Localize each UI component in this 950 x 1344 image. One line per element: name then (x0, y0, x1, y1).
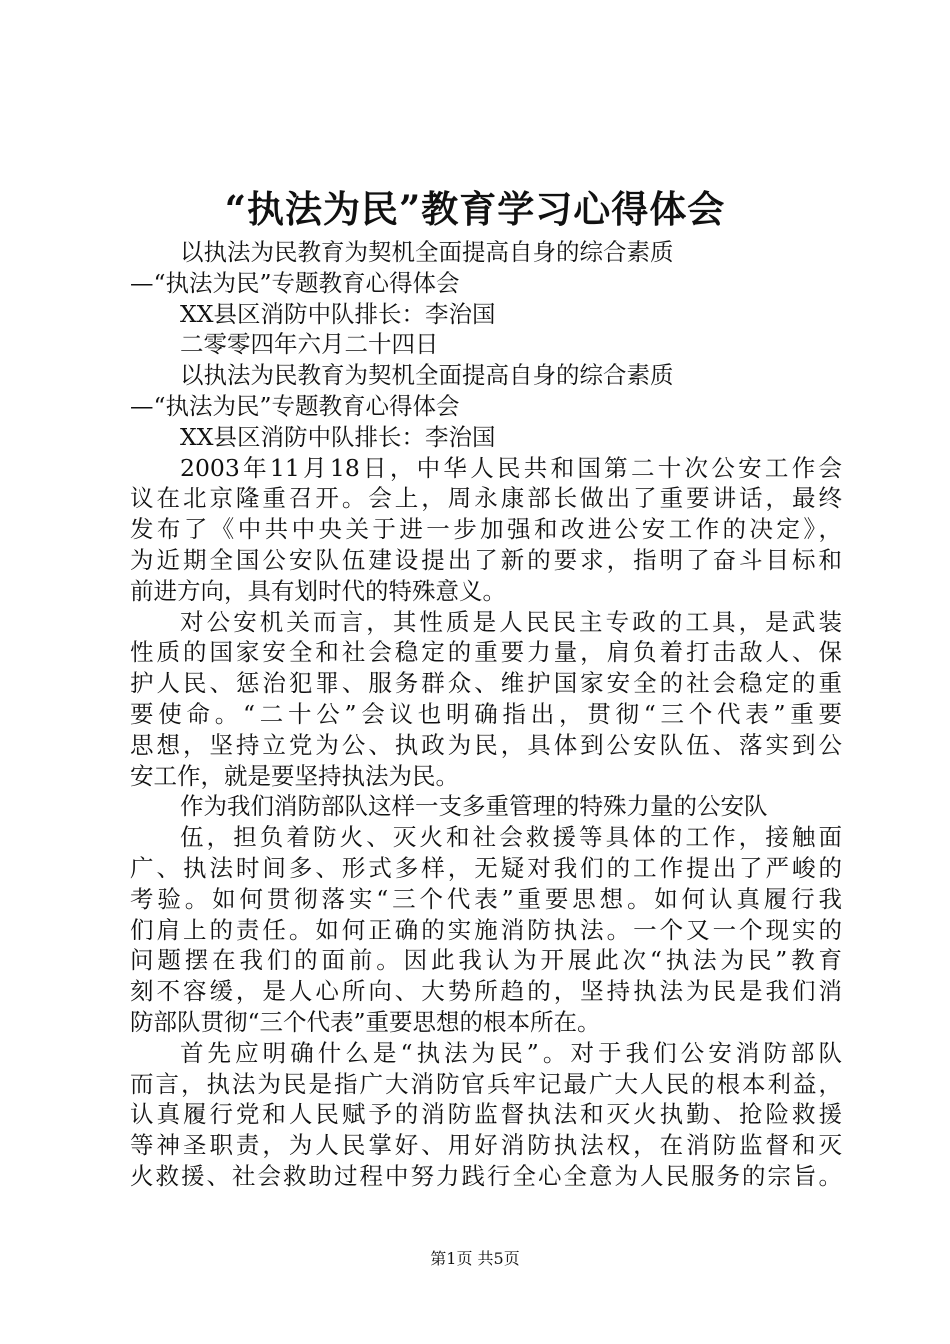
subtitle-line: —“执法为民”专题教育心得体会 (130, 391, 460, 420)
document-title: “执法为民”教育学习心得体会 (224, 187, 726, 231)
paragraph-line: 认真履行党和人民赋予的消防监督执法和灭火执勤、抢险救援 (130, 1100, 842, 1129)
paragraph-line: 防部队贯彻“三个代表”重要思想的根本所在。 (130, 1007, 601, 1036)
paragraph-line: 对公安机关而言，其性质是人民民主专政的工具，是武装 (180, 607, 842, 636)
paragraph-line: 问题摆在我们的面前。因此我认为开展此次“执法为民”教育 (130, 946, 842, 975)
paragraph-line: 刻不容缓，是人心所向、大势所趋的，坚持执法为民是我们消 (130, 977, 842, 1006)
paragraph-line: 2003年11月18日，中华人民共和国第二十次公安工作会 (180, 453, 842, 482)
author-line: XX县区消防中队排长：李治国 (180, 299, 496, 328)
paragraph-line: 首先应明确什么是“执法为民”。对于我们公安消防部队 (180, 1038, 842, 1067)
author-line: XX县区消防中队排长：李治国 (180, 422, 496, 451)
paragraph-line: 考验。如何贯彻落实“三个代表”重要思想。如何认真履行我 (130, 884, 842, 913)
paragraph-line: 前进方向，具有划时代的特殊意义。 (130, 576, 506, 605)
paragraph-line: 广、执法时间多、形式多样，无疑对我们的工作提出了严峻的 (130, 853, 842, 882)
paragraph-line: 要使命。“二十公”会议也明确指出，贯彻“三个代表”重要 (130, 699, 842, 728)
paragraph-line: 为近期全国公安队伍建设提出了新的要求，指明了奋斗目标和 (130, 545, 842, 574)
paragraph-line: 思想，坚持立党为公、执政为民，具体到公安队伍、落实到公 (130, 730, 842, 759)
subtitle-line: 以执法为民教育为契机全面提高自身的综合素质 (180, 361, 674, 390)
subtitle-line: 以执法为民教育为契机全面提高自身的综合素质 (180, 238, 674, 266)
paragraph-line: 们肩上的责任。如何正确的实施消防执法。一个又一个现实的 (130, 915, 842, 944)
paragraph-line: 发布了《中共中央关于进一步加强和改进公安工作的决定》， (130, 515, 842, 544)
subtitle-line: —“执法为民”专题教育心得体会 (130, 268, 460, 297)
page-footer: 第1页 共5页 (430, 1249, 520, 1268)
paragraph-line: 而言，执法为民是指广大消防官兵牢记最广大人民的根本利益， (130, 1069, 842, 1098)
paragraph-line: 伍，担负着防火、灭火和社会救援等具体的工作，接触面 (180, 823, 842, 852)
paragraph-line: 护人民、惩治犯罪、服务群众、维护国家安全的社会稳定的重 (130, 669, 842, 698)
paragraph-line: 等神圣职责，为人民掌好、用好消防执法权，在消防监督和灭 (130, 1131, 842, 1160)
paragraph-line: 作为我们消防部队这样一支多重管理的特殊力量的公安队 (180, 792, 768, 821)
paragraph-line: 安工作，就是要坚持执法为民。 (130, 761, 459, 790)
paragraph-line: 火救援、社会救助过程中努力践行全心全意为人民服务的宗旨。 (130, 1161, 842, 1190)
paragraph-line: 议在北京隆重召开。会上，周永康部长做出了重要讲话，最终 (130, 484, 842, 513)
date-line: 二零零四年六月二十四日 (180, 330, 439, 359)
document-body (130, 237, 842, 1192)
paragraph-line: 性质的国家安全和社会稳定的重要力量，肩负着打击敌人、保 (130, 638, 842, 667)
